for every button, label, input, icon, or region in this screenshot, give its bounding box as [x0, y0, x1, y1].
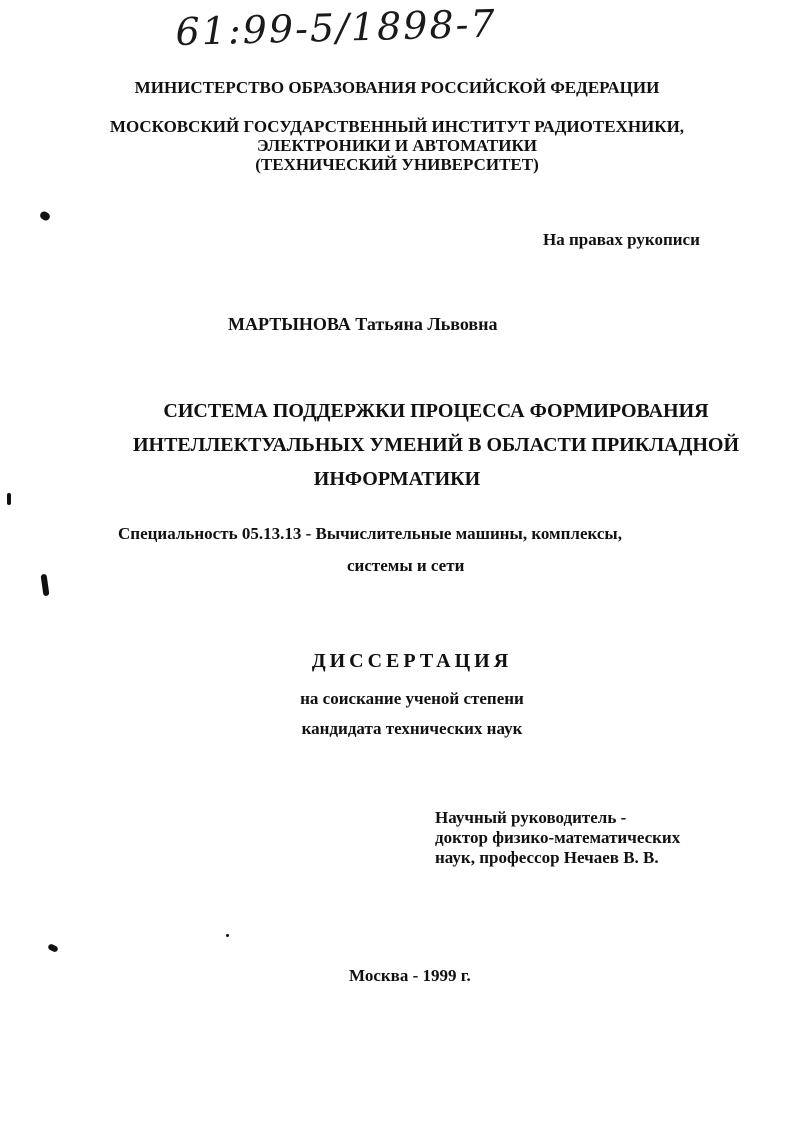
- specialty-line-2: системы и сети: [347, 556, 465, 575]
- city-year: Москва - 1999 г.: [349, 966, 471, 985]
- institute-line-2: ЭЛЕКТРОНИКИ И АВТОМАТИКИ: [256, 136, 538, 155]
- institute-line-1: МОСКОВСКИЙ ГОСУДАРСТВЕННЫЙ ИНСТИТУТ РАДИОТЕХНИКИ,: [109, 117, 685, 136]
- scan-mark-1: [39, 210, 52, 222]
- title-line-3: ИНФОРМАТИКИ: [313, 468, 481, 490]
- degree-line-1: на соискание ученой степени: [300, 689, 524, 708]
- ministry-heading: МИНИСТЕРСТВО ОБРАЗОВАНИЯ РОССИЙСКОЙ ФЕДЕРАЦИИ: [134, 78, 660, 97]
- advisor-line-3: наук, профессор Нечаев В. В.: [435, 848, 659, 867]
- institute-heading: [0, 117, 794, 174]
- advisor-line-2: доктор физико-математических: [435, 828, 681, 847]
- institute-line-3: (ТЕХНИЧЕСКИЙ УНИВЕРСИТЕТ): [255, 155, 539, 174]
- handwritten-archive-code: 61:99-5/1898-7: [175, 1, 498, 54]
- author-name: МАРТЫНОВА Татьяна Львовна: [228, 314, 498, 334]
- degree-line-2: кандидата технических наук: [301, 719, 523, 738]
- scan-mark-5: [226, 934, 229, 937]
- scientific-advisor: [435, 808, 680, 868]
- title-line-2: ИНТЕЛЛЕКТУАЛЬНЫХ УМЕНИЙ В ОБЛАСТИ ПРИКЛАДНОЙ: [132, 434, 740, 456]
- scan-mark-3: [40, 574, 49, 597]
- dissertation-title: [0, 394, 794, 496]
- advisor-line-1: Научный руководитель -: [435, 808, 627, 827]
- dissertation-heading: ДИССЕРТАЦИЯ: [311, 650, 513, 672]
- degree-description: [0, 684, 794, 744]
- rights-note: На правах рукописи: [543, 230, 700, 249]
- scan-mark-2: [7, 493, 11, 505]
- scan-mark-4: [47, 943, 59, 953]
- specialty-line-1: Специальность 05.13.13 - Вычислительные машины, комплексы,: [118, 524, 622, 543]
- title-line-1: СИСТЕМА ПОДДЕРЖКИ ПРОЦЕССА ФОРМИРОВАНИЯ: [163, 400, 709, 422]
